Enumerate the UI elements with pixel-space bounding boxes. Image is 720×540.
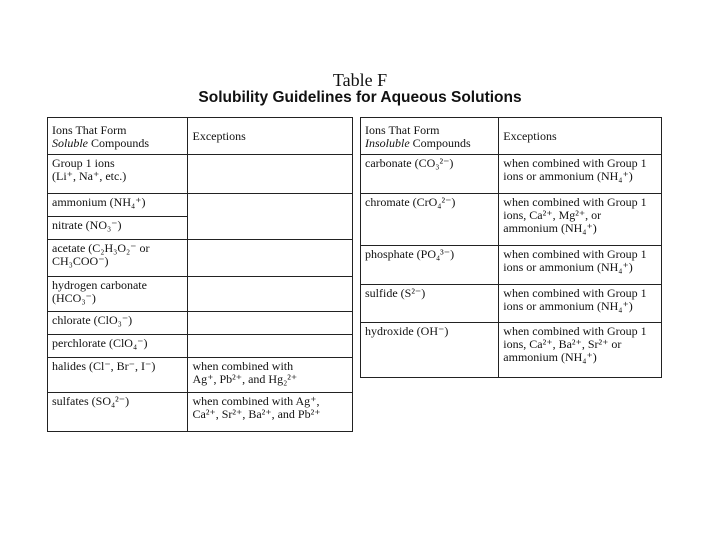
table-row [48, 155, 353, 194]
soluble-exception-cell: when combined with Ag⁺, [192, 394, 320, 408]
table-row [48, 312, 353, 335]
insoluble-emphasis: Insoluble [365, 136, 410, 150]
insoluble-ion-cell: hydroxide (OH⁻) [365, 324, 449, 338]
insoluble-exception-line2: ions, Ca²⁺, Mg²⁺, or [503, 208, 602, 222]
insoluble-exception-line2: ions or ammonium (NH₄⁺) [503, 169, 633, 183]
soluble-exception-cell: when combined with [192, 359, 294, 373]
table-row [48, 240, 353, 277]
insoluble-exception-line3: ammonium (NH₄⁺) [503, 350, 597, 364]
insoluble-exception-line1: when combined with Group 1 [503, 286, 647, 300]
table-label: Table F [332, 70, 388, 90]
soluble-ion-cell: ammonium (NH₄⁺) [52, 195, 146, 209]
table-row [48, 358, 353, 393]
soluble-compounds-table [47, 117, 353, 432]
table-row [361, 155, 662, 194]
insoluble-exception-line1: when combined with Group 1 [503, 324, 647, 338]
soluble-ion-cell-line2: (Li⁺, Na⁺, etc.) [52, 169, 127, 183]
soluble-exceptions-header: Exceptions [188, 118, 353, 155]
soluble-ion-cell: perchlorate (ClO₄⁻) [52, 336, 148, 350]
table-row [48, 335, 353, 358]
insoluble-header-row [361, 118, 662, 155]
table-row [48, 393, 353, 432]
table-row [48, 277, 353, 312]
soluble-ion-cell: sulfates (SO₄²⁻) [52, 394, 130, 408]
insoluble-ion-cell: carbonate (CO₃²⁻) [365, 156, 454, 170]
soluble-ion-cell: nitrate (NO₃⁻) [52, 218, 122, 232]
soluble-exception-cell-line2: Ca²⁺, Sr²⁺, Ba²⁺, and Pb²⁺ [192, 407, 321, 421]
table-row [361, 246, 662, 285]
soluble-ion-cell: halides (Cl⁻, Br⁻, I⁻) [52, 359, 156, 373]
table-row [361, 194, 662, 246]
soluble-ion-cell-line2: CH₃COO⁻) [52, 254, 109, 268]
insoluble-compounds-table [360, 117, 662, 378]
insoluble-exception-line2: ions, Ca²⁺, Ba²⁺, Sr²⁺ or [503, 337, 622, 351]
table-row [48, 194, 353, 217]
soluble-header-row [48, 118, 353, 155]
insoluble-ion-cell: sulfide (S²⁻) [365, 286, 426, 300]
insoluble-exception-line1: when combined with Group 1 [503, 247, 647, 261]
insoluble-ions-header [361, 118, 499, 155]
insoluble-exception-line2: ions or ammonium (NH₄⁺) [503, 299, 633, 313]
insoluble-exception-line1: when combined with Group 1 [503, 156, 647, 170]
soluble-ions-header [48, 118, 188, 155]
soluble-ions-header-rest: Compounds [91, 136, 150, 150]
soluble-exception-cell-line2: Ag⁺, Pb²⁺, and Hg₂²⁺ [192, 372, 298, 386]
soluble-ion-cell-line2: (HCO₃⁻) [52, 291, 96, 305]
soluble-ion-cell: Group 1 ions [52, 156, 115, 170]
soluble-emphasis: Soluble [52, 136, 88, 150]
insoluble-ions-header-rest: Compounds [412, 136, 471, 150]
soluble-ions-header-line1: Ions That Form [52, 123, 127, 137]
insoluble-ion-cell: phosphate (PO₄³⁻) [365, 247, 455, 261]
insoluble-ions-header-line1: Ions That Form [365, 123, 440, 137]
table-row [361, 323, 662, 378]
insoluble-exception-line2: ions or ammonium (NH₄⁺) [503, 260, 633, 274]
table-row [361, 285, 662, 323]
soluble-ion-cell: acetate (C₂H₃O₂⁻ or [52, 241, 150, 255]
insoluble-exception-line3: ammonium (NH₄⁺) [503, 221, 597, 235]
soluble-ion-cell: hydrogen carbonate [52, 278, 147, 292]
insoluble-ion-cell: chromate (CrO₄²⁻) [365, 195, 456, 209]
table-title: Solubility Guidelines for Aqueous Solutions [198, 89, 522, 106]
insoluble-exceptions-header: Exceptions [499, 118, 662, 155]
soluble-ion-cell: chlorate (ClO₃⁻) [52, 313, 133, 327]
insoluble-exception-line1: when combined with Group 1 [503, 195, 647, 209]
